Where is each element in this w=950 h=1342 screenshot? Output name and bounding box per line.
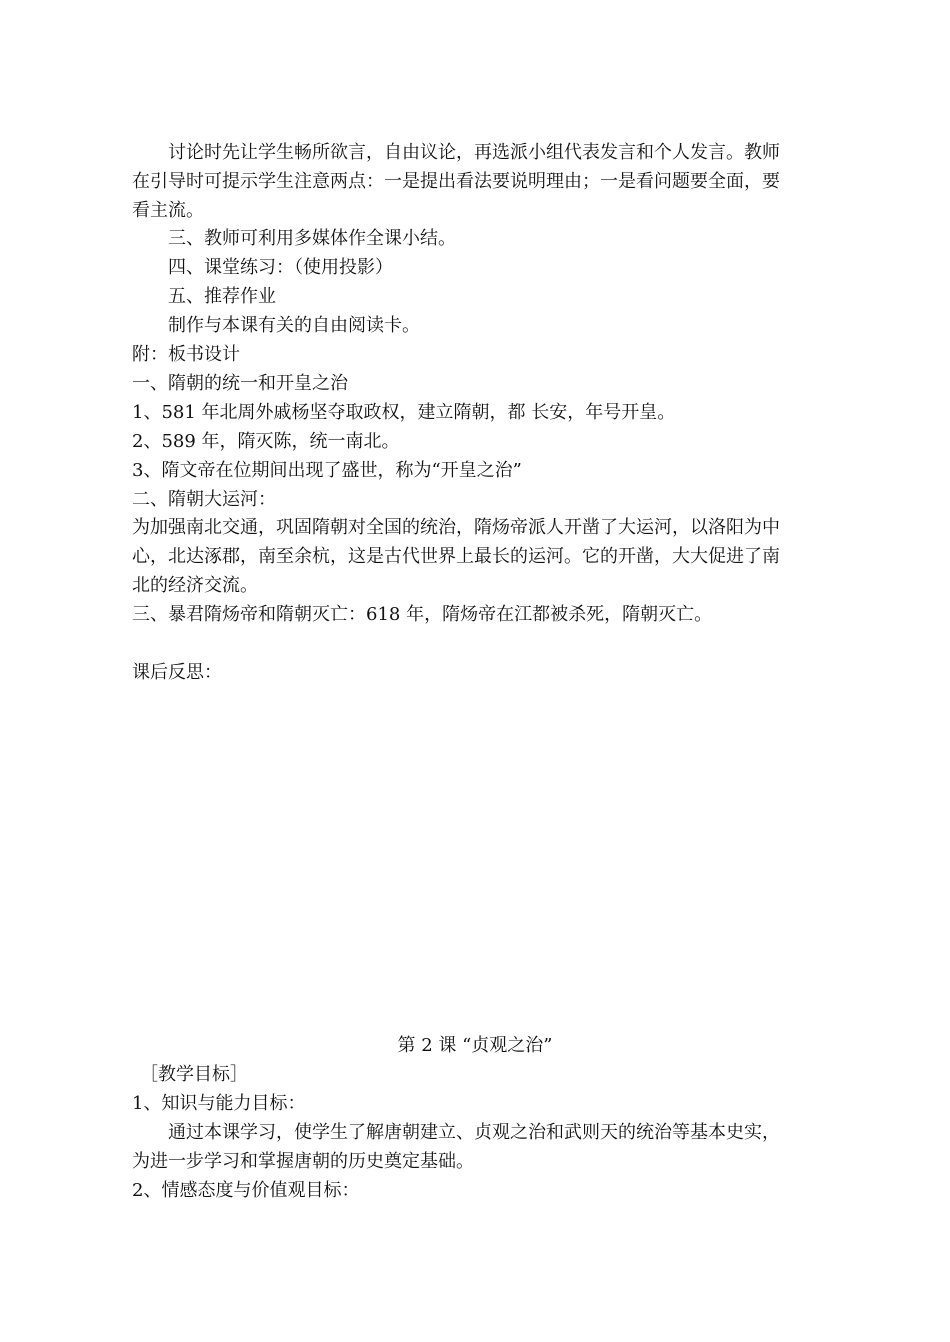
lesson2-objective1-title: 1、知识与能力目标： bbox=[132, 1093, 306, 1114]
discussion-line-3: 看主流。 bbox=[132, 200, 204, 221]
board-section2-line-1: 为加强南北交通，巩固隋朝对全国的统治，隋炀帝派人开凿了大运河，以洛阳为中 bbox=[132, 517, 780, 538]
step-homework: 五、推荐作业 bbox=[168, 286, 276, 307]
lesson2-title: 第 2 课 “贞观之治” bbox=[397, 1035, 553, 1056]
lesson2-objective1-line-2: 为进一步学习和掌握唐朝的历史奠定基础。 bbox=[132, 1151, 474, 1172]
lesson2-objective2-title: 2、情感态度与价值观目标： bbox=[132, 1180, 360, 1201]
board-heading: 附：板书设计 bbox=[132, 344, 240, 365]
step-homework-detail: 制作与本课有关的自由阅读卡。 bbox=[168, 315, 420, 336]
step-exercise: 四、课堂练习：（使用投影） bbox=[168, 257, 393, 278]
board-section1-item-2: 2、589 年，隋灭陈，统一南北。 bbox=[132, 431, 400, 452]
lesson2-objective1-line-1: 通过本课学习，使学生了解唐朝建立、贞观之治和武则天的统治等基本史实， bbox=[168, 1122, 780, 1143]
discussion-line-2: 在引导时可提示学生注意两点：一是提出看法要说明理由；一是看问题要全面，要 bbox=[132, 171, 780, 192]
lesson2-objectives-label: ［教学目标］ bbox=[140, 1064, 248, 1085]
board-section3: 三、暴君隋炀帝和隋朝灭亡：618 年，隋炀帝在江都被杀死，隋朝灭亡。 bbox=[132, 604, 713, 625]
discussion-line-1: 讨论时先让学生畅所欲言，自由议论，再选派小组代表发言和个人发言。教师 bbox=[168, 142, 780, 163]
board-section1-item-1: 1、581 年北周外戚杨坚夺取政权，建立隋朝，都 长安，年号开皇。 bbox=[132, 402, 676, 423]
board-section1-title: 一、隋朝的统一和开皇之治 bbox=[132, 373, 348, 394]
board-section2-line-3: 北的经济交流。 bbox=[132, 575, 258, 596]
board-section2-title: 二、隋朝大运河： bbox=[132, 489, 276, 510]
step-summary: 三、教师可利用多媒体作全课小结。 bbox=[168, 228, 456, 249]
reflection-label: 课后反思： bbox=[132, 662, 222, 683]
board-section2-line-2: 心，北达涿郡，南至余杭，这是古代世界上最长的运河。它的开凿，大大促进了南 bbox=[132, 546, 780, 567]
board-section1-item-3: 3、隋文帝在位期间出现了盛世，称为“开皇之治” bbox=[132, 460, 522, 481]
